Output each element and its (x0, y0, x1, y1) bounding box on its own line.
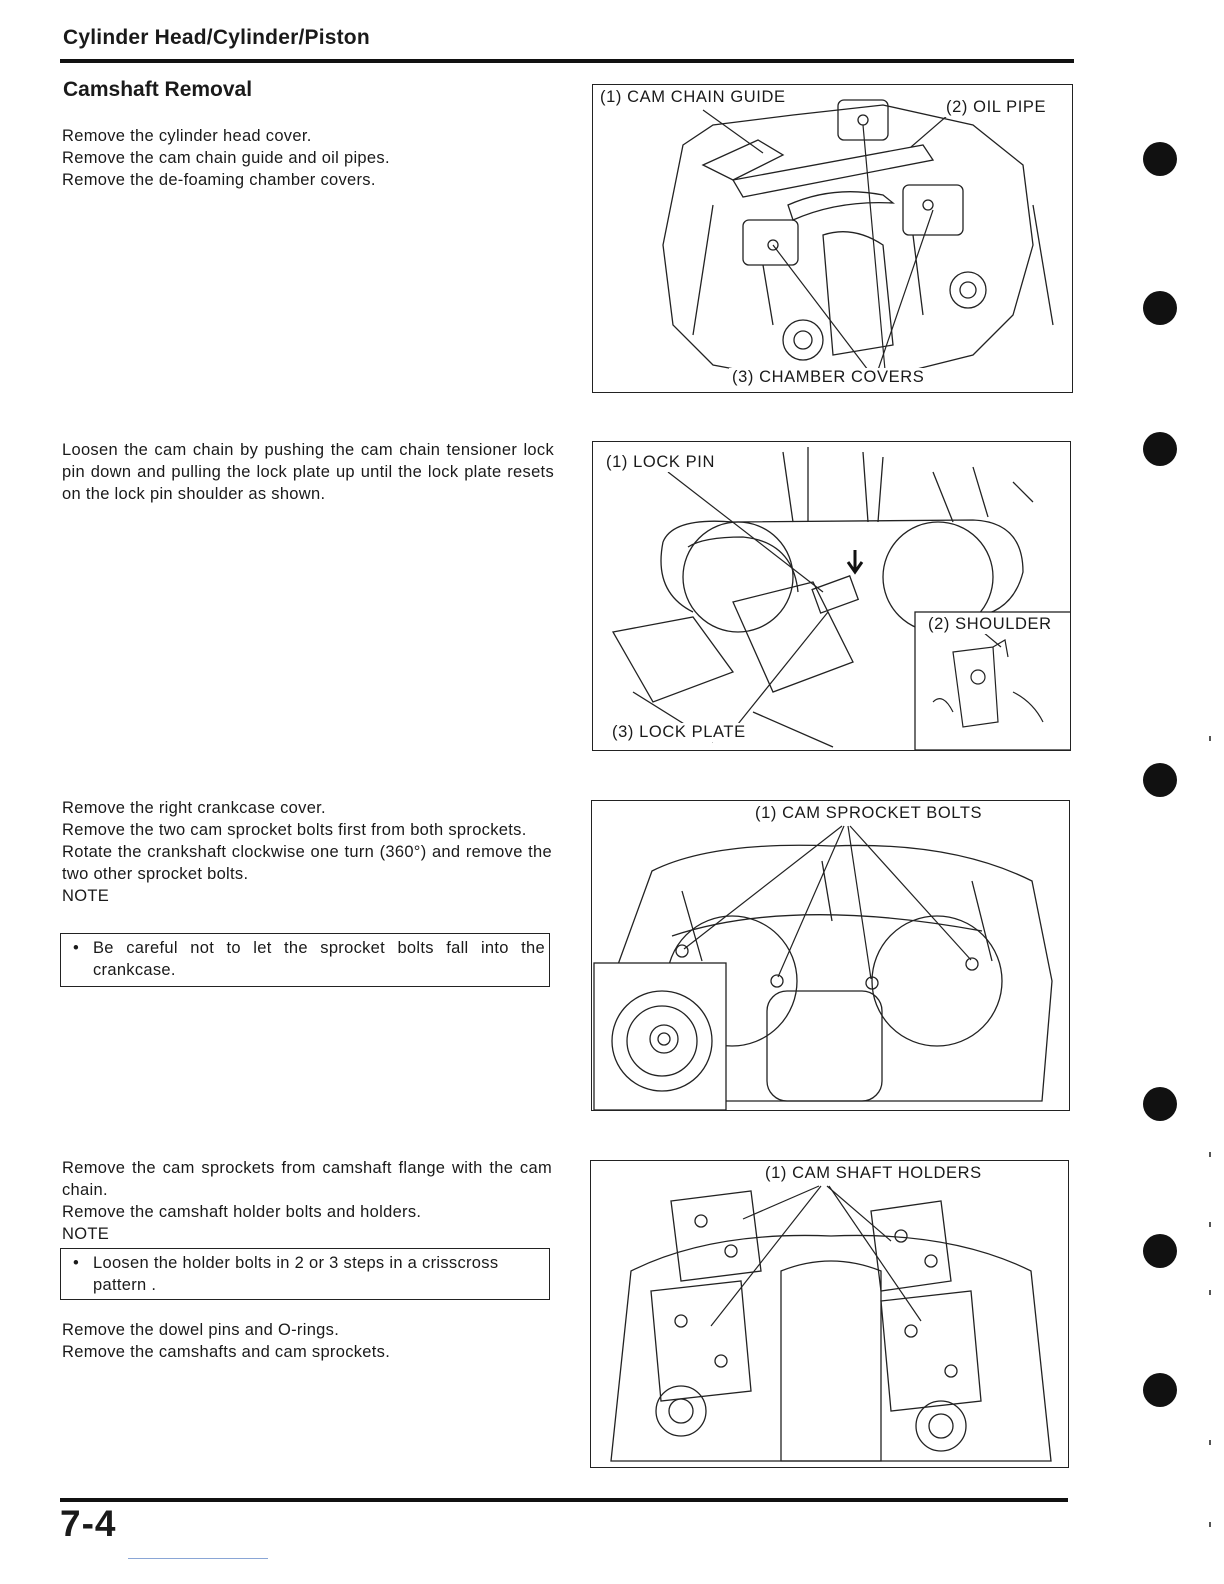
step-1-text (62, 125, 556, 191)
footer-rule (60, 1498, 1068, 1502)
step-3-text (62, 797, 552, 907)
step-3-note-text: Be careful not to let the sprocket bolts fall into the crankcase. (93, 939, 545, 979)
step-1-line-1: Remove the cylinder head cover. (62, 127, 312, 145)
scan-edge-mark (1209, 1290, 1211, 1295)
step-2-text: Loosen the cam chain by pushing the cam chain tensioner lock pin down and pulling the lock plate up until the lock plate resets on the lock pin shoulder as shown. (62, 441, 554, 503)
figure-1-callout-1: (1) CAM CHAIN GUIDE (597, 88, 789, 107)
step-3-note-label: NOTE (62, 887, 110, 905)
step-4-after-line-2: Remove the camshafts and cam sprockets. (62, 1343, 391, 1361)
figure-lock-pin (592, 441, 1071, 751)
figure-2-callout-3: (3) LOCK PLATE (609, 723, 749, 742)
header-rule (60, 59, 1074, 63)
figure-2-callout-2: (2) SHOULDER (925, 615, 1055, 634)
section-title: Camshaft Removal (63, 78, 253, 101)
scan-edge-mark (1209, 1440, 1211, 1445)
figure-2-illustration (593, 442, 1071, 751)
binder-hole-5 (1143, 1087, 1177, 1121)
step-4-note-text: Loosen the holder bolts in 2 or 3 steps in a crisscross pattern . (93, 1254, 499, 1294)
step-4-note-box (60, 1248, 550, 1300)
figure-1-callout-2: (2) OIL PIPE (943, 98, 1049, 117)
step-3-note-box (60, 933, 550, 987)
step-3-line-1: Remove the right crankcase cover. (62, 799, 326, 817)
figure-2-callout-1: (1) LOCK PIN (603, 453, 718, 472)
figure-3-illustration (592, 801, 1070, 1111)
step-3-line-2: Remove the two cam sprocket bolts first from both sprockets. (62, 821, 527, 839)
bullet-glyph: • (73, 939, 80, 957)
page-header-title: Cylinder Head/Cylinder/Piston (63, 26, 370, 49)
binder-hole-7 (1143, 1373, 1177, 1407)
step-1-line-2: Remove the cam chain guide and oil pipes. (62, 149, 390, 167)
figure-cam-sprocket-bolts (591, 800, 1070, 1111)
figure-cam-shaft-holders (590, 1160, 1069, 1468)
binder-hole-6 (1143, 1234, 1177, 1268)
step-4-note-label: NOTE (62, 1225, 110, 1243)
step-4-text (62, 1157, 552, 1245)
scan-edge-mark (1209, 736, 1211, 741)
step-3-line-3: Rotate the crankshaft clockwise one turn (360°) and remove the two other sprocket bolts. (62, 843, 552, 883)
binder-hole-2 (1143, 291, 1177, 325)
figure-cam-chain-guide (592, 84, 1073, 393)
figure-3-callout-1: (1) CAM SPROCKET BOLTS (752, 804, 985, 823)
scan-edge-mark (1209, 1152, 1211, 1157)
scan-edge-mark (1209, 1222, 1211, 1227)
step-1-line-3: Remove the de-foaming chamber covers. (62, 171, 376, 189)
step-4-after-line-1: Remove the dowel pins and O-rings. (62, 1321, 340, 1339)
page-number: 7-4 (60, 1503, 117, 1544)
footer-link-underline (128, 1558, 268, 1559)
figure-4-illustration (591, 1161, 1069, 1468)
step-4-line-2: Remove the camshaft holder bolts and holders. (62, 1203, 422, 1221)
scan-edge-mark (1209, 1522, 1211, 1527)
binder-hole-1 (1143, 142, 1177, 176)
binder-hole-4 (1143, 763, 1177, 797)
step-4-line-1: Remove the cam sprockets from camshaft flange with the cam chain. (62, 1159, 552, 1199)
figure-1-illustration (593, 85, 1073, 393)
step-4-after-text (62, 1319, 556, 1363)
figure-4-callout-1: (1) CAM SHAFT HOLDERS (762, 1164, 985, 1183)
binder-hole-3 (1143, 432, 1177, 466)
figure-1-callout-3: (3) CHAMBER COVERS (729, 368, 927, 387)
bullet-glyph: • (73, 1254, 80, 1272)
